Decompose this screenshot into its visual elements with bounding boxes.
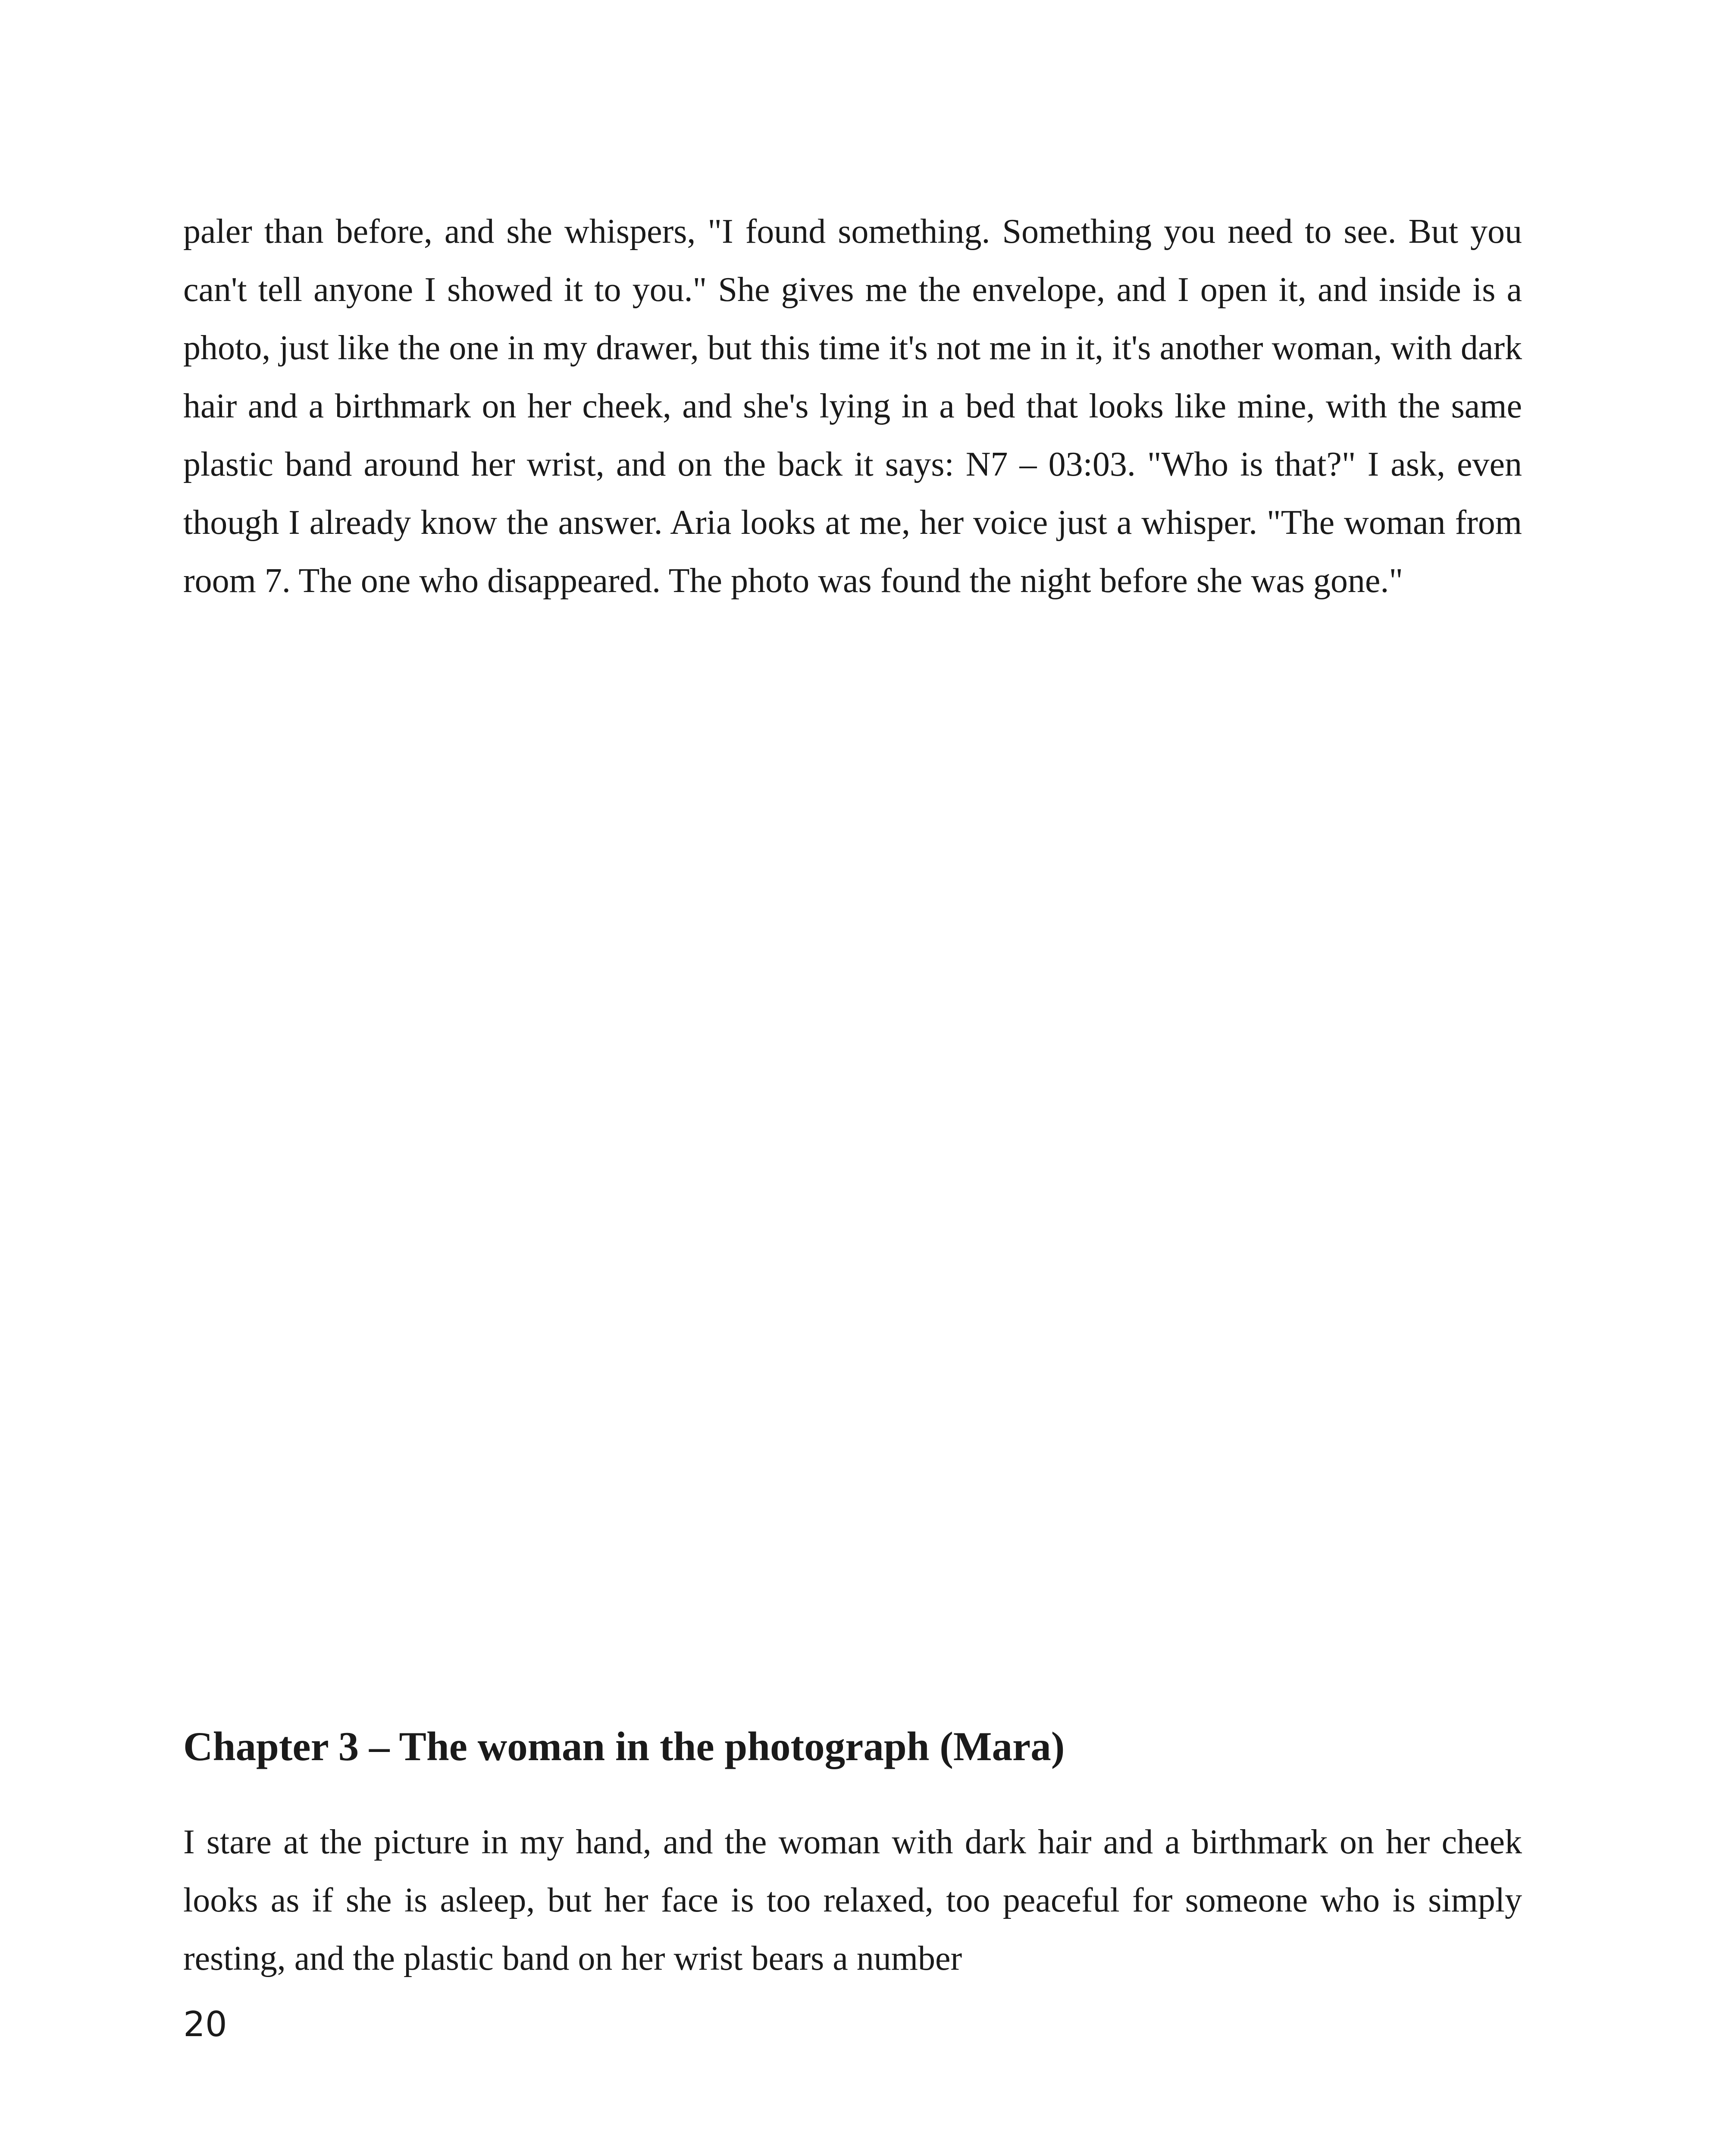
chapter-heading: Chapter 3 – The woman in the photograph (Mara) xyxy=(183,1724,1065,1769)
body-paragraph-chapter-start: I stare at the picture in my hand, and the woman with dark hair and a birthmark on her cheek looks as if she is asleep, but her face is too relaxed, too peaceful for someone who is simply resting, and the plastic band on her wrist bears a number xyxy=(183,1823,1522,1977)
body-paragraph-continued: paler than before, and she whispers, "I found something. Something you need to see. But you can't tell anyone I showed it to you." She gives me the envelope, and I open it, and inside is a photo, just like the one in my drawer, but this time it's not me in it, it's another woman, with dark hair and a birthmark on her cheek, and she's lying in a bed that looks like mine, with the same plastic band around her wrist, and on the back it says: N7 – 03:03. "Who is that?" I ask, even though I already know the answer. Aria looks at me, her voice just a whisper. "The woman from room 7. The one who disappeared. The photo was found the night before she was gone." xyxy=(183,213,1522,600)
page-number: 20 xyxy=(183,2004,227,2044)
